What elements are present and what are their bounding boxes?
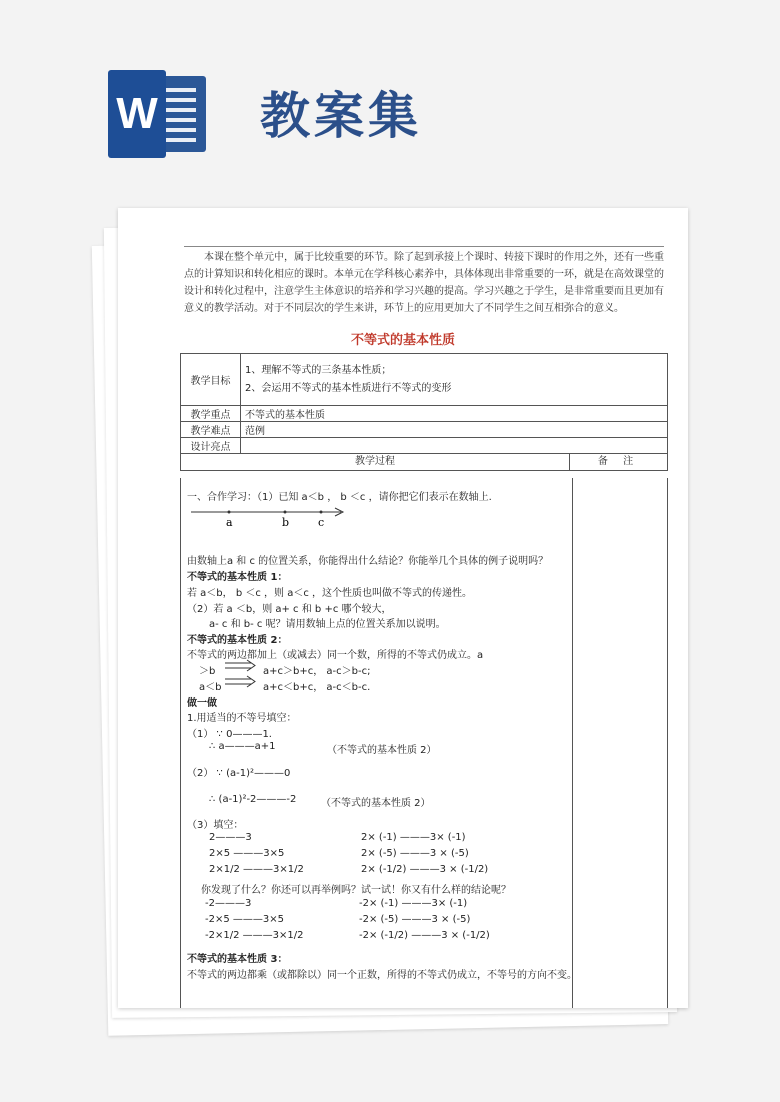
fill-5-left: -2×5 ———3×5 [205, 914, 284, 925]
question-text: 由数轴上a 和 c 的位置关系，你能得出什么结论？你能举几个具体的例子说明吗？ [187, 556, 549, 567]
fill-1-right: 2× (-1) ———3× (-1) [361, 832, 466, 843]
fill-2-right: 2× (-5) ———3 × (-5) [361, 848, 469, 859]
double-arrow-icon [225, 659, 257, 673]
design-value [241, 438, 667, 453]
exercise-1a: （1） ∵ 0———1. [187, 729, 272, 740]
question-2a: （2）若 a ＜b，则 a+ c 和 b +c 哪个较大， [187, 604, 392, 615]
row-design-highlights [181, 438, 667, 454]
key-label: 教学重点 [181, 406, 241, 421]
exercise-2a: （2） ∵ (a-1)²———0 [187, 768, 291, 779]
hard-label: 教学难点 [181, 422, 241, 437]
document-page [118, 208, 688, 1008]
goal-item-1: 1、理解不等式的三条基本性质； [245, 364, 392, 376]
property-3-text: 不等式的两边都乘（或都除以）同一个正数，所得的不等式仍成立，不等号的方向不变。 [187, 970, 577, 981]
property-1-title: 不等式的基本性质 1： [187, 572, 288, 583]
property-2-line2-left: a＜b [199, 682, 222, 693]
process-body [180, 478, 668, 1008]
try-title: 做一做 [187, 698, 217, 709]
fill-3-left: 2×1/2 ———3×1/2 [209, 864, 304, 875]
property-2-line1-left: ＞b [199, 666, 216, 677]
fill-4-right: -2× (-1) ———3× (-1) [359, 898, 468, 909]
lesson-table [180, 353, 668, 471]
property-2-line2-right: a+c＜b+c， a-c＜b-c. [263, 682, 371, 693]
cooperative-study: 一、合作学习：（1）已知 a＜b ， b ＜c ，请你把它们表示在数轴上. [187, 492, 492, 503]
header [0, 0, 780, 180]
property-2-line1-right: a+c＞b+c， a-c＞b-c; [263, 666, 371, 677]
number-line [191, 504, 351, 528]
process-header: 教学过程 [181, 454, 570, 470]
exercise-2b-note: （不等式的基本性质 2） [321, 798, 431, 809]
fill-4-left: -2———3 [205, 898, 252, 909]
fill-2-left: 2×5 ———3×5 [209, 848, 285, 859]
fill-1-left: 2———3 [209, 832, 252, 843]
goal-label: 教学目标 [181, 354, 241, 405]
exercise-2b: ∴ (a-1)²-2———-2 [209, 794, 297, 805]
axis-label-c: c [318, 516, 325, 528]
property-2-text: 不等式的两边都加上（或减去）同一个数，所得的不等式仍成立。a [187, 650, 484, 661]
axis-label-b: b [282, 516, 290, 528]
row-key-points [181, 406, 667, 422]
word-logo-letter: W [108, 70, 166, 158]
fill-3-right: 2× (-1/2) ———3 × (-1/2) [361, 864, 489, 875]
discover-question: 你发现了什么？你还可以再举例吗？试一试！你又有什么样的结论呢？ [201, 885, 511, 896]
brand-title: 教案集 [260, 87, 422, 145]
goal-item-2: 2、会运用不等式的基本性质进行不等式的变形 [245, 382, 452, 394]
row-process-header [181, 454, 667, 470]
fill-6-right: -2× (-1/2) ———3 × (-1/2) [359, 930, 490, 941]
word-icon [108, 70, 206, 158]
hard-value: 范例 [245, 426, 265, 437]
row-goals [181, 354, 667, 406]
double-arrow-icon [225, 675, 257, 689]
exercise-1b-note: （不等式的基本性质 2） [327, 745, 437, 756]
question-2b: a- c 和 b- c 呢？请用数轴上点的位置关系加以说明。 [209, 619, 446, 630]
property-2-title: 不等式的基本性质 2： [187, 635, 288, 646]
exercise-1b: ∴ a———a+1 [209, 741, 276, 752]
fill-5-right: -2× (-5) ———3 × (-5) [359, 914, 471, 925]
fill-6-left: -2×1/2 ———3×1/2 [205, 930, 304, 941]
design-label: 设计亮点 [181, 438, 241, 453]
exercise-3: （3）填空： [187, 820, 244, 831]
property-1-text: 若 a＜b， b ＜c ，则 a＜c ，这个性质也叫做不等式的传递性。 [187, 588, 473, 599]
try-instruction: 1.用适当的不等号填空： [187, 713, 297, 724]
property-3-title: 不等式的基本性质 3： [187, 954, 288, 965]
row-difficult-points [181, 422, 667, 438]
intro-paragraph: 本课在整个单元中，属于比较重要的环节。除了起到承接上个课时、转接下课时的作用之外，还有一些重点的计算知识和转化相应的课时。本单元在学科核心素养中，具体体现出非常重要的一环，就是在高效课堂的设计和转化过程中，注意学生主体意识的培养和学习兴趣的提高。学习兴趣之于学生，是非常重要而且更加有意义的教学活动。对于不同层次的学生来讲，环节上的应用更加大了不同学生之间互相弥合的意义。 [184, 246, 664, 317]
document-title: 不等式的基本性质 [350, 333, 455, 348]
note-header: 备 注 [597, 456, 640, 467]
axis-label-a: a [226, 516, 233, 528]
key-value: 不等式的基本性质 [245, 410, 325, 421]
